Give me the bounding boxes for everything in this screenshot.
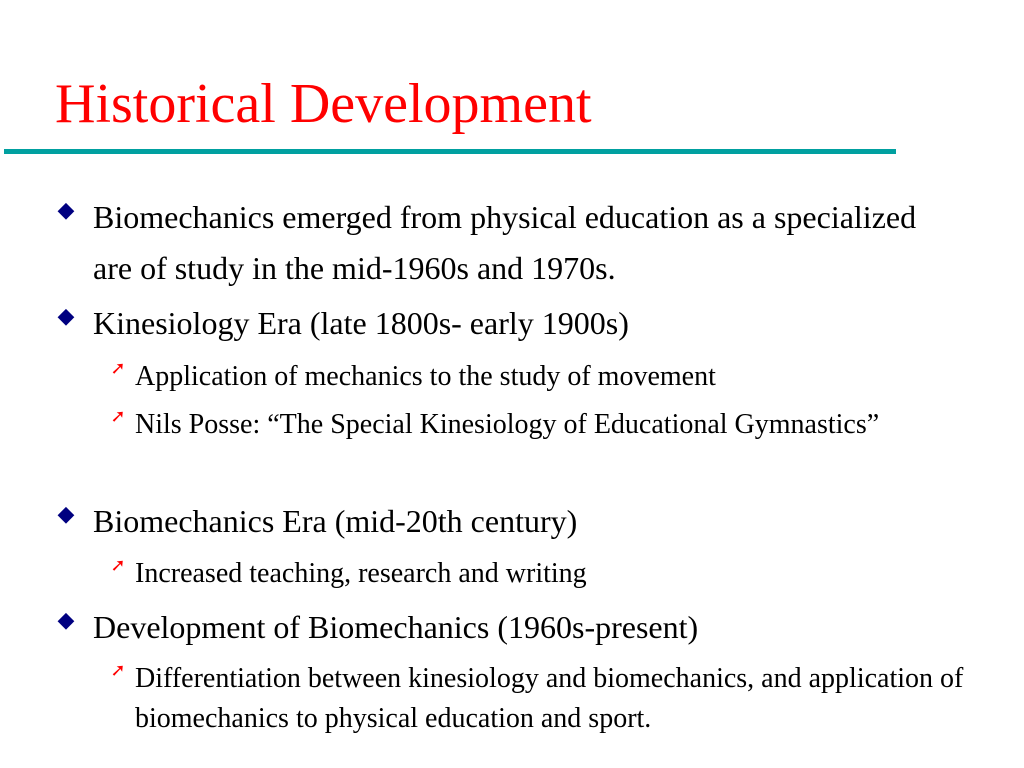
diamond-icon: ◆	[57, 198, 75, 223]
bullet-text: Development of Biomechanics (1960s-present)	[93, 609, 699, 645]
diamond-icon: ◆	[57, 304, 75, 329]
slide-title: Historical Development	[55, 73, 592, 135]
bullet-text: Biomechanics Era (mid-20th century)	[93, 503, 578, 539]
arrow-up-right-icon: ➚	[110, 660, 126, 681]
bullet-text: Kinesiology Era (late 1800s- early 1900s)	[93, 305, 629, 341]
title-divider	[4, 149, 896, 154]
sub-bullet-text: Application of mechanics to the study of movement	[135, 361, 716, 392]
diamond-icon: ◆	[57, 608, 75, 633]
bullet-text: Biomechanics emerged from physical education as a specialized are of study in the mid-1960s and 1970s.	[93, 199, 917, 286]
arrow-up-right-icon: ➚	[110, 358, 126, 379]
diamond-icon: ◆	[57, 502, 75, 527]
sub-bullet-text: Nils Posse: “The Special Kinesiology of Educational Gymnastics”	[135, 409, 880, 440]
sub-bullet-text: Differentiation between kinesiology and biomechanics, and application of biomechanics to physical education and sport.	[135, 663, 964, 734]
arrow-up-right-icon: ➚	[110, 406, 126, 427]
arrow-up-right-icon: ➚	[110, 555, 126, 576]
sub-bullet-text: Increased teaching, research and writing	[135, 558, 587, 589]
